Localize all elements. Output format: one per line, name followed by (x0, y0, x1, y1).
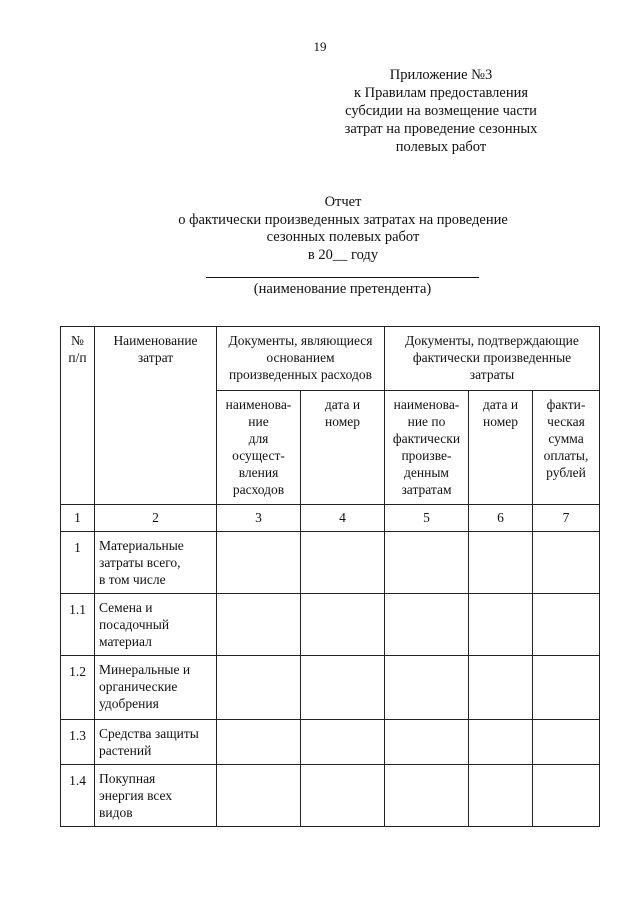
empty-cell[interactable] (469, 656, 533, 720)
subheader-cell: наименова- ние по фактически произве- денным затратам (385, 391, 469, 505)
row-number: 1.2 (61, 656, 95, 720)
empty-cell[interactable] (217, 720, 301, 765)
row-number: 1.3 (61, 720, 95, 765)
empty-cell[interactable] (301, 594, 385, 656)
appendix-line: затрат на проведение сезонных (344, 121, 538, 137)
empty-cell[interactable] (217, 594, 301, 656)
empty-cell[interactable] (301, 720, 385, 765)
table-row (61, 765, 600, 827)
column-index: 1 (61, 505, 95, 532)
row-name: Семена и посадочный материал (95, 594, 217, 656)
row-number: 1.4 (61, 765, 95, 827)
appendix-header (321, 66, 561, 156)
title-line: о фактически произведенных затратах на проведение (178, 211, 508, 228)
table-row (61, 656, 600, 720)
expense-report-table (60, 326, 600, 827)
title-line: Отчет (324, 194, 362, 210)
table-row (61, 594, 600, 656)
empty-cell[interactable] (385, 720, 469, 765)
column-index: 2 (95, 505, 217, 532)
applicant-signature-line (206, 277, 479, 278)
empty-cell[interactable] (469, 532, 533, 594)
column-index: 4 (301, 505, 385, 532)
empty-cell[interactable] (385, 656, 469, 720)
empty-cell[interactable] (217, 656, 301, 720)
report-title (0, 194, 640, 264)
column-index: 3 (217, 505, 301, 532)
column-index: 6 (469, 505, 533, 532)
table-row (61, 532, 600, 594)
empty-cell[interactable] (469, 720, 533, 765)
appendix-line: к Правилам предоставления (353, 85, 529, 101)
title-line: сезонных полевых работ (266, 229, 420, 245)
empty-cell[interactable] (301, 765, 385, 827)
empty-cell[interactable] (469, 594, 533, 656)
header-docs-confirm: Документы, подтверждающие фактически произведенные затраты (385, 327, 600, 391)
empty-cell[interactable] (533, 532, 600, 594)
applicant-caption: (наименование претендента) (253, 281, 432, 297)
row-name: Средства защиты растений (95, 720, 217, 765)
appendix-line: полевых работ (395, 139, 487, 155)
subheader-cell: факти- ческая сумма оплаты, рублей (533, 391, 600, 505)
empty-cell[interactable] (533, 765, 600, 827)
subheader-cell: дата и номер (469, 391, 533, 505)
empty-cell[interactable] (301, 656, 385, 720)
subheader-cell: наименова- ние для осущест- вления расходов (217, 391, 301, 505)
title-line: в 20__ году (307, 246, 379, 263)
empty-cell[interactable] (385, 532, 469, 594)
subheader-cell: дата и номер (301, 391, 385, 505)
header-name: Наименование затрат (95, 327, 217, 505)
empty-cell[interactable] (301, 532, 385, 594)
row-name: Материальные затраты всего, в том числе (95, 532, 217, 594)
empty-cell[interactable] (385, 594, 469, 656)
appendix-line: субсидии на возмещение части (345, 103, 537, 119)
header-num: № п/п (61, 327, 95, 505)
row-number: 1.1 (61, 594, 95, 656)
empty-cell[interactable] (533, 594, 600, 656)
row-name: Минеральные и органические удобрения (95, 656, 217, 720)
table-row (61, 720, 600, 765)
column-index: 5 (385, 505, 469, 532)
header-docs-basis: Документы, являющиеся основанием произведенных расходов (217, 327, 385, 391)
empty-cell[interactable] (385, 765, 469, 827)
appendix-line: Приложение №3 (389, 67, 493, 83)
empty-cell[interactable] (217, 765, 301, 827)
row-number: 1 (61, 532, 95, 594)
page-number: 19 (313, 39, 327, 54)
empty-cell[interactable] (533, 720, 600, 765)
row-name: Покупная энергия всех видов (95, 765, 217, 827)
empty-cell[interactable] (533, 656, 600, 720)
empty-cell[interactable] (217, 532, 301, 594)
empty-cell[interactable] (469, 765, 533, 827)
column-index: 7 (533, 505, 600, 532)
